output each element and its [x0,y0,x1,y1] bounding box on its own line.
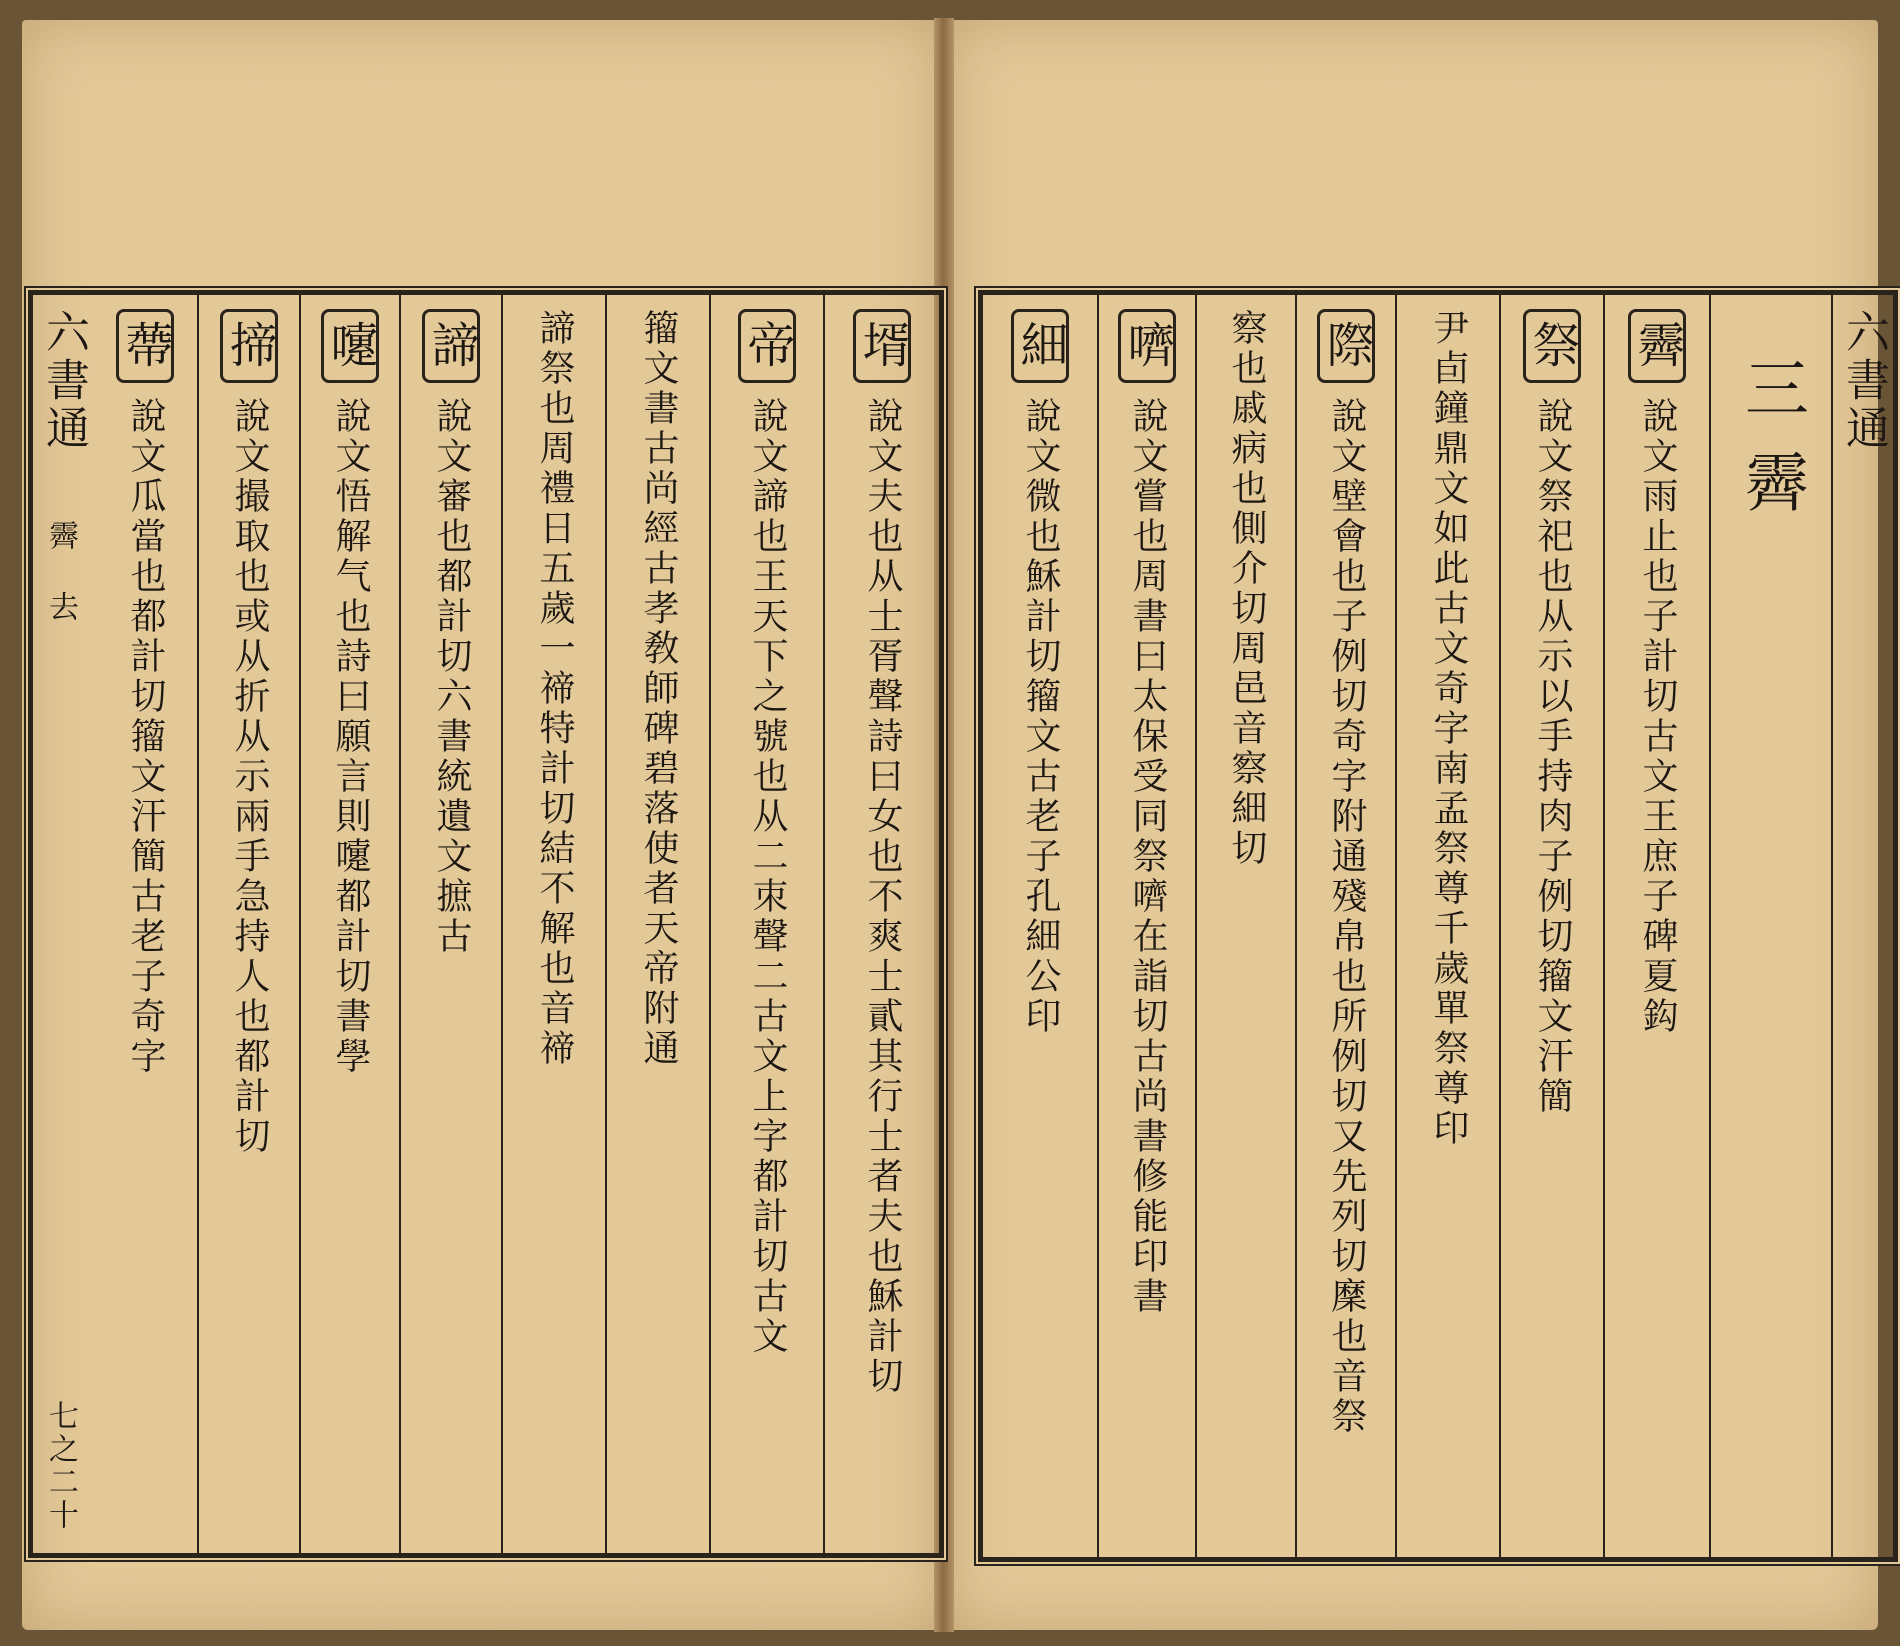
right-col-4-text: 說文壁會也子例切奇字附通殘帛也所例切又先列切穈也音祭 [1326,397,1367,1437]
left-col-5-text: 說文審也都計切六書統遺文摭古 [431,397,472,957]
left-col-3 [607,295,711,1553]
rhyme-heading: 三霽 [1734,355,1808,543]
left-col-5-head: 諦 [422,309,480,383]
right-text-frame [978,290,1898,1562]
left-col-6-text: 說文悟解气也詩曰願言則嚔都計切書學 [330,397,371,1077]
right-col-6 [1099,295,1197,1557]
left-col-1-head: 壻 [853,309,911,383]
left-col-4-text: 諦祭也周禮日五歲一禘特計切結不解也音禘 [534,309,575,1069]
right-col-5-text: 察也戚病也側介切周邑音察細切 [1226,309,1267,869]
right-col-6-text: 說文嘗也周書曰太保受同祭嚌在詣切古尚書修能印書 [1127,397,1168,1317]
right-col-3-text: 尹卣鐘鼎文如此古文奇字南孟祭尊千歲單祭尊印 [1428,309,1469,1149]
right-col-2 [1501,295,1605,1557]
left-col-8-text: 說文瓜當也都計切籀文汗簡古老子奇字 [125,397,166,1077]
right-col-7 [983,295,1099,1557]
right-col-7-text: 說文微也穌計切籀文古老子孔細公印 [1020,397,1061,1037]
right-heading-col [1711,295,1833,1557]
right-margin-col [1833,295,1893,1557]
left-text-frame [28,290,944,1558]
right-margin-title: 六書通 [1838,309,1889,453]
left-margin-section: 霽 去 [43,520,78,624]
left-col-1 [825,295,939,1553]
left-col-8 [93,295,199,1553]
left-col-2-text: 說文諦也王天下之號也从二朿聲二古文上字都計切古文 [747,397,788,1357]
right-col-6-head: 嚌 [1118,309,1176,383]
left-col-5 [401,295,503,1553]
right-col-2-head: 祭 [1523,309,1581,383]
left-col-2 [711,295,825,1553]
right-col-4 [1297,295,1397,1557]
right-col-1-text: 說文雨止也子計切古文王庶子碑夏鈎 [1637,397,1678,1037]
left-margin-col [33,295,93,1553]
left-section-note [40,520,80,624]
right-col-1 [1605,295,1711,1557]
right-col-3 [1397,295,1501,1557]
left-col-2-head: 帝 [738,309,796,383]
right-col-1-head: 霽 [1628,309,1686,383]
left-col-6 [301,295,401,1553]
left-col-3-text: 籀文書古尚經古孝敎師碑碧落使者天帝附通 [638,309,679,1069]
right-col-4-head: 際 [1317,309,1375,383]
left-col-7 [199,295,301,1553]
right-col-7-head: 細 [1011,309,1069,383]
left-margin-title: 六書通 [38,309,89,453]
left-col-7-text: 說文撮取也或从折从示兩手急持人也都計切 [229,397,270,1157]
right-col-2-text: 說文祭祀也从示以手持肉子例切籀文汗簡 [1532,397,1573,1117]
left-page-number-text: 七之二十 [43,1400,78,1532]
left-col-4 [503,295,607,1553]
left-col-7-head: 揥 [220,309,278,383]
right-col-5 [1197,295,1297,1557]
left-col-6-head: 嚔 [321,309,379,383]
left-col-8-head: 蔕 [116,309,174,383]
left-page-number [40,1400,80,1532]
left-col-1-text: 說文夫也从士胥聲詩曰女也不爽士貳其行士者夫也穌計切 [862,397,903,1397]
